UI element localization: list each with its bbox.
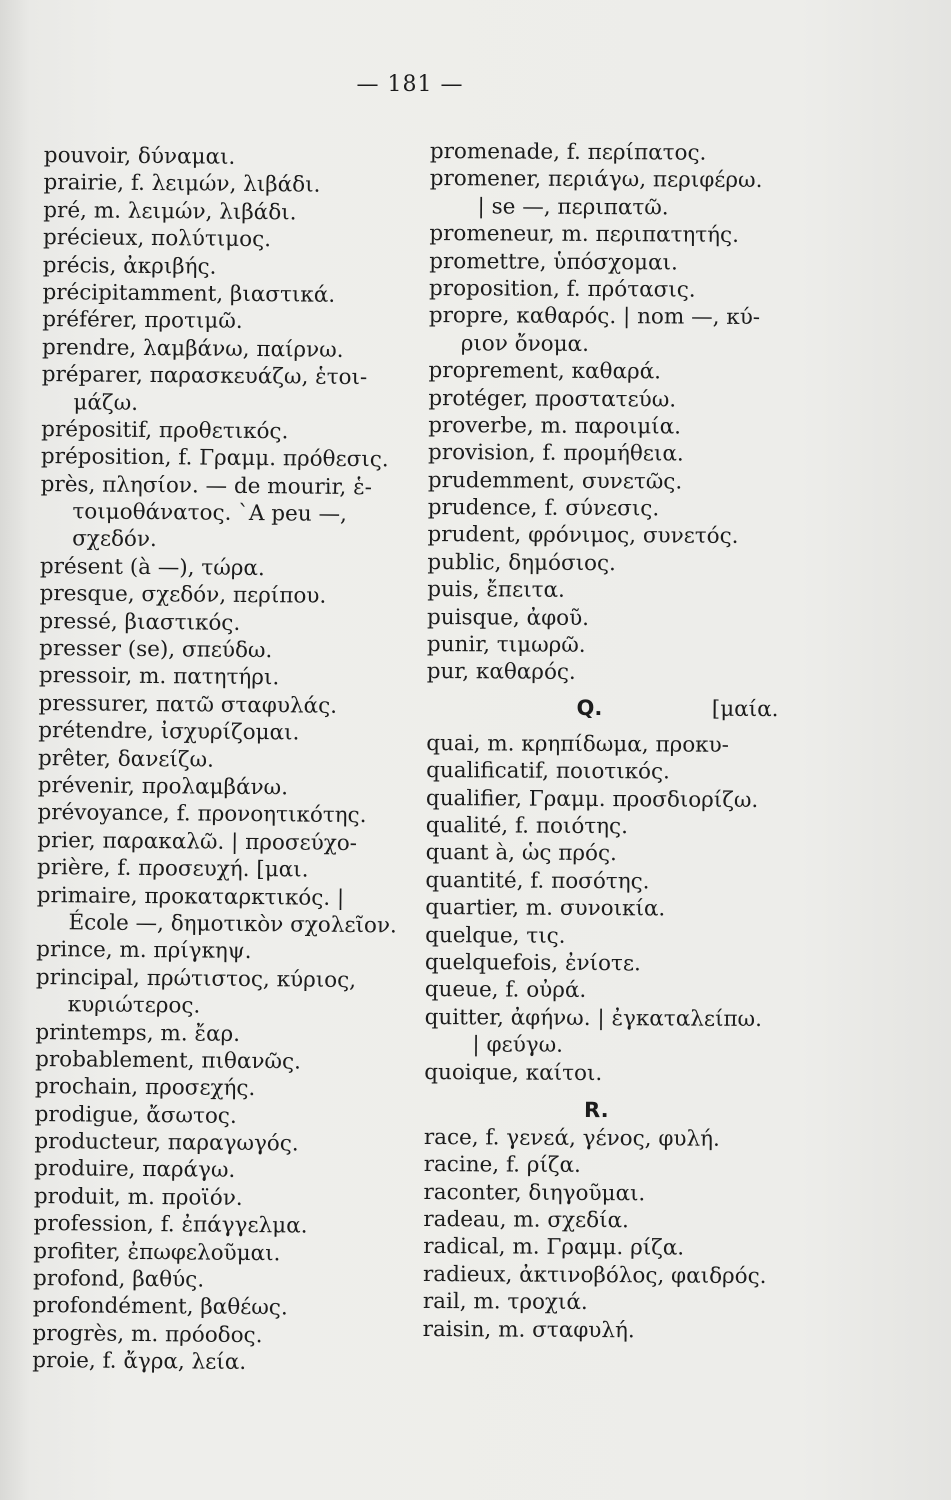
entry-line: quelquefois, ἐνίοτε. xyxy=(424,949,641,977)
entry-continuation: μάζω. xyxy=(73,389,139,416)
entry-line: prudemment, συνετῶς. xyxy=(427,467,683,495)
entry-line: queue, f. οὐρά. xyxy=(424,977,587,1004)
entry-line: profession, f. ἐπάγγελμα. xyxy=(33,1211,308,1239)
entry-line: printemps, m. ἔαρ. xyxy=(35,1019,241,1047)
entry-line: prince, m. πρίγκηψ. xyxy=(36,937,252,965)
entry-line: quai, m. κρηπίδωμα, προκυ- xyxy=(426,730,730,758)
entry-line: prairie, f. λειμών, λιβάδι. xyxy=(43,170,321,199)
entry-line: qualifier, Γραμμ. προσδιορίζω. xyxy=(425,785,759,813)
entry-line: public, δημόσιος. xyxy=(427,549,616,577)
entry-line: prévenir, προλαμβάνω. xyxy=(37,772,289,801)
entry-line: rail, m. τροχιά. xyxy=(422,1289,588,1316)
entry-line: prépositif, προθετικός. xyxy=(41,416,289,445)
entry-continuation: σχεδόν. xyxy=(72,526,157,553)
section-heading-r xyxy=(424,1088,794,1126)
entry-line: pressé, βιαστικός. xyxy=(39,608,241,636)
entry-line: pré, m. λειμών, λιβάδι. xyxy=(43,197,297,226)
entry-line: pur, καθαρός. xyxy=(426,659,576,686)
entry-line: presser (se), σπεύδω. xyxy=(39,636,273,664)
entry-line: radieux, ἀκτινοβόλος, φαιδρός. xyxy=(422,1261,767,1289)
entry-line: primaire, προκαταρκτικός. | xyxy=(36,882,345,911)
entry-continuation: ριον ὄνομα. xyxy=(460,330,590,357)
entry-continuation: τοιμοθάνατος. `A peu —, xyxy=(72,499,347,528)
entry-line: quitter, ἀφήνω. | ἐγκαταλείπω. xyxy=(424,1004,763,1032)
entry-line: presque, σχεδόν, περίπου. xyxy=(39,581,327,609)
entry-line: propre, καθαρός. | nom —, κύ- xyxy=(428,303,761,331)
entry-line: préposition, f. Γραμμ. πρόθεσις. xyxy=(40,444,389,473)
entry-line: promenade, f. περίπατος. xyxy=(429,138,707,166)
entry-line: raisin, m. σταφυλή. xyxy=(422,1316,635,1343)
entry-line: proie, f. ἄγρα, λεία. xyxy=(32,1348,247,1376)
entry-line: prochain, προσεχής. xyxy=(34,1074,256,1102)
entry-line: prodigue, ἄσωτος. xyxy=(34,1101,237,1129)
entry-line: probablement, πιθανῶς. xyxy=(35,1046,302,1075)
entry-line: précis, ἀκριβής. xyxy=(42,252,217,280)
entry-line: prière, f. προσευχή. [μαι. xyxy=(36,855,309,883)
entry-line: présent (à —), τώρα. xyxy=(39,553,265,581)
entry-line: profiter, ἐπωφελοῦμαι. xyxy=(33,1238,281,1266)
entry-line: prudence, f. σύνεσις. xyxy=(427,495,660,522)
section-q-carryover: [μαία. xyxy=(711,697,779,723)
entry-line: précieux, πολύτιμος. xyxy=(42,225,272,253)
left-column xyxy=(32,142,414,1378)
entry-line: quantité, f. ποσότης. xyxy=(425,867,650,895)
entry-line: quant à, ὡς πρός. xyxy=(425,840,617,867)
entry-line: radeau, m. σχεδία. xyxy=(423,1207,630,1234)
entry-line: promener, περιάγω, περιφέρω. xyxy=(429,166,763,194)
entry-line: producteur, παραγωγός. xyxy=(34,1129,299,1157)
entry-line: principal, πρώτιστος, κύριος, xyxy=(35,964,357,993)
entry-line: près, πλησίον. — de mourir, ἑ- xyxy=(40,471,373,500)
entry-line: provision, f. προμήθεια. xyxy=(428,440,684,467)
entry-line: punir, τιμωρῶ. xyxy=(426,632,586,658)
right-column xyxy=(423,138,800,1345)
entry-line: préférer, προτιμῶ. xyxy=(42,307,243,335)
section-letter-q: Q. xyxy=(576,696,603,721)
entry-line: quoique, καίτοι. xyxy=(424,1059,603,1086)
entry-continuation: École —, δημοτικὸν σχολεῖον. xyxy=(68,910,397,939)
entry-line: pressoir, m. πατητήρι. xyxy=(38,663,280,691)
entry-line: qualificatif, ποιοτικός. xyxy=(426,758,671,785)
entry-line: promeneur, m. περιπατητής. xyxy=(429,221,740,249)
entry-line: prêter, δανείζω. xyxy=(37,745,215,773)
entry-line: proverbe, m. παροιμία. xyxy=(428,412,682,440)
entry-line: prétendre, ἰσχυρίζομαι. xyxy=(38,718,300,746)
entry-line: prévoyance, f. προνοητικότης. xyxy=(37,800,367,829)
entry-line: promettre, ὑπόσχομαι. xyxy=(429,248,678,276)
entry-line: précipitamment, βιαστικά. xyxy=(42,279,336,308)
entry-continuation: | se —, περιπατῶ. xyxy=(477,194,669,221)
entry-line: préparer, παρασκευάζω, ἑτοι- xyxy=(41,362,368,391)
entry-continuation: | φεύγω. xyxy=(472,1032,564,1058)
entry-line: pouvoir, δύναμαι. xyxy=(43,142,236,170)
section-heading-q xyxy=(426,686,778,724)
entry-line: race, f. γενεά, γένος, φυλή. xyxy=(423,1124,720,1152)
entry-line: profondément, βαθέως. xyxy=(32,1293,288,1321)
entry-line: prier, παρακαλῶ. | προσεύχο- xyxy=(37,827,358,856)
entry-line: racine, f. ρίζα. xyxy=(423,1152,581,1179)
entry-line: raconter, διηγοῦμαι. xyxy=(423,1179,646,1207)
entry-line: puis, ἔπειτα. xyxy=(427,577,565,604)
entry-line: produit, m. προϊόν. xyxy=(33,1183,243,1211)
entry-line: quartier, m. συνοικία. xyxy=(425,895,666,922)
entry-line: proprement, καθαρά. xyxy=(428,358,662,385)
entry-line: puisque, ἀφοῦ. xyxy=(426,604,590,631)
entry-line: pressurer, πατῶ σταφυλάς. xyxy=(38,690,338,719)
entry-line: produire, παράγω. xyxy=(34,1156,236,1184)
page-number: — 181 — xyxy=(356,72,464,97)
entry-line: prudent, φρόνιμος, συνετός. xyxy=(427,522,739,550)
section-letter-r: R. xyxy=(583,1098,609,1123)
entry-line: profond, βαθύς. xyxy=(32,1265,205,1293)
entry-line: qualité, f. ποιότης. xyxy=(425,812,629,840)
entry-line: progrès, m. πρόοδος. xyxy=(32,1320,263,1348)
entry-line: protéger, προστατεύω. xyxy=(428,385,677,413)
entry-line: quelque, τις. xyxy=(425,922,566,949)
entry-line: proposition, f. πρότασις. xyxy=(429,275,696,303)
entry-continuation: κυριώτερος. xyxy=(67,992,201,1019)
entry-line: radical, m. Γραμμ. ρίζα. xyxy=(423,1234,685,1262)
entry-line: prendre, λαμβάνω, παίρνω. xyxy=(41,334,344,363)
